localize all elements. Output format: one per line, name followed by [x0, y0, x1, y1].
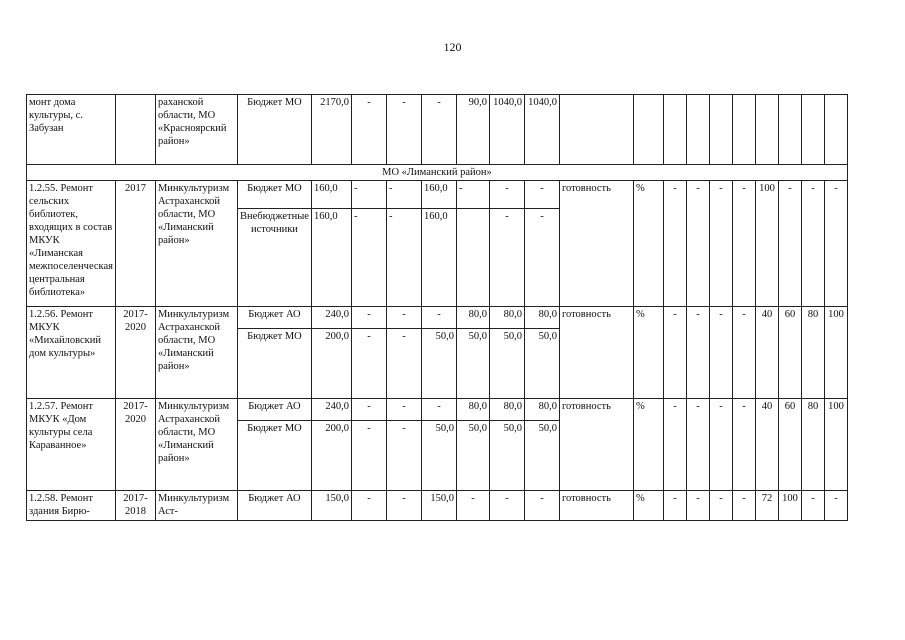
target-cell: [732, 95, 755, 165]
table-row: [27, 307, 848, 329]
target-cell: 100: [755, 181, 778, 307]
target-cell: [686, 95, 709, 165]
year-value-cell: 1040,0: [524, 95, 559, 165]
table-row: [27, 491, 848, 521]
executor-cell: Минкультуризм Астраханской области, МО «Лиманский район»: [155, 399, 237, 491]
target-cell: -: [686, 181, 709, 307]
year-cell: 2017-2020: [115, 399, 155, 491]
year-value-cell: -: [386, 329, 421, 399]
year-value-cell: -: [386, 95, 421, 165]
year-value-cell: 50,0: [456, 421, 489, 491]
year-value-cell: -: [351, 399, 386, 421]
year-value-cell: 50,0: [489, 421, 524, 491]
target-cell: -: [824, 181, 847, 307]
year-value-cell: -: [386, 307, 421, 329]
year-value-cell: -: [386, 209, 421, 307]
year-value-cell: -: [421, 95, 456, 165]
year-cell: 2017-2020: [115, 307, 155, 399]
measure-name-cell: монт дома культуры, с. Забузан: [27, 95, 116, 165]
target-cell: -: [663, 399, 686, 491]
year-value-cell: -: [386, 421, 421, 491]
unit-cell: [633, 95, 663, 165]
year-value-cell: -: [421, 307, 456, 329]
target-cell: -: [686, 491, 709, 521]
year-value-cell: -: [351, 181, 386, 209]
year-cell: 2017: [115, 181, 155, 307]
section-header-row: [27, 165, 848, 181]
year-value-cell: -: [351, 421, 386, 491]
year-value-cell: 50,0: [524, 329, 559, 399]
executor-cell: Минкультуризм Астраханской области, МО «Лиманский район»: [155, 307, 237, 399]
table-row: [27, 399, 848, 421]
target-cell: 60: [778, 399, 801, 491]
target-cell: -: [663, 491, 686, 521]
year-value-cell: -: [524, 209, 559, 307]
measure-name-cell: 1.2.56. Ремонт МКУК «Михайловский дом культуры»: [27, 307, 116, 399]
unit-cell: %: [633, 181, 663, 307]
target-cell: -: [732, 181, 755, 307]
funding-source-cell: Бюджет МО: [237, 329, 311, 399]
year-cell: [115, 95, 155, 165]
target-cell: 40: [755, 307, 778, 399]
year-value-cell: -: [351, 307, 386, 329]
target-cell: -: [824, 491, 847, 521]
year-value-cell: -: [351, 209, 386, 307]
funding-source-cell: Бюджет АО: [237, 399, 311, 421]
funding-source-cell: Внебюджетные источники: [237, 209, 311, 307]
target-cell: [709, 95, 732, 165]
year-value-cell: 80,0: [456, 307, 489, 329]
year-value-cell: -: [456, 181, 489, 209]
section-title: МО «Лиманский район»: [27, 165, 848, 181]
indicator-cell: готовность: [559, 399, 633, 491]
year-cell: 2017-2018: [115, 491, 155, 521]
indicator-cell: [559, 95, 633, 165]
target-cell: -: [686, 307, 709, 399]
year-value-cell: 50,0: [456, 329, 489, 399]
year-value-cell: 80,0: [524, 307, 559, 329]
executor-cell: раханской области, МО «Красноярский район»: [155, 95, 237, 165]
target-cell: -: [801, 491, 824, 521]
year-value-cell: 160,0: [421, 181, 456, 209]
target-cell: 100: [824, 307, 847, 399]
target-cell: -: [778, 181, 801, 307]
indicator-cell: готовность: [559, 307, 633, 399]
year-value-cell: 50,0: [421, 329, 456, 399]
target-cell: 100: [824, 399, 847, 491]
year-value-cell: -: [524, 181, 559, 209]
year-value-cell: 50,0: [421, 421, 456, 491]
year-value-cell: -: [351, 95, 386, 165]
executor-cell: Минкультуризм Астраханской области, МО «Лиманский район»: [155, 181, 237, 307]
total-cell: 240,0: [311, 307, 351, 329]
year-value-cell: 50,0: [524, 421, 559, 491]
year-value-cell: -: [386, 181, 421, 209]
unit-cell: %: [633, 307, 663, 399]
table-row: [27, 95, 848, 165]
target-cell: 100: [778, 491, 801, 521]
year-value-cell: 80,0: [524, 399, 559, 421]
target-cell: -: [686, 399, 709, 491]
year-value-cell: [456, 209, 489, 307]
target-cell: 80: [801, 307, 824, 399]
indicator-cell: готовность: [559, 491, 633, 521]
year-value-cell: -: [489, 491, 524, 521]
target-cell: 80: [801, 399, 824, 491]
year-value-cell: -: [421, 399, 456, 421]
year-value-cell: -: [489, 181, 524, 209]
total-cell: 200,0: [311, 421, 351, 491]
funding-source-cell: Бюджет АО: [237, 307, 311, 329]
target-cell: [778, 95, 801, 165]
target-cell: -: [663, 181, 686, 307]
target-cell: -: [732, 491, 755, 521]
target-cell: -: [663, 307, 686, 399]
target-cell: [663, 95, 686, 165]
measure-name-cell: 1.2.55. Ремонт сельских библиотек, входящих в состав МКУК «Лиманская межпоселенческая центральная библиотека»: [27, 181, 116, 307]
target-cell: -: [732, 399, 755, 491]
executor-cell: Минкультуризм Аст-: [155, 491, 237, 521]
year-value-cell: -: [386, 491, 421, 521]
total-cell: 240,0: [311, 399, 351, 421]
target-cell: 72: [755, 491, 778, 521]
funding-source-cell: Бюджет МО: [237, 95, 311, 165]
year-value-cell: 80,0: [489, 307, 524, 329]
target-cell: [801, 95, 824, 165]
funding-source-cell: Бюджет МО: [237, 421, 311, 491]
funding-source-cell: Бюджет МО: [237, 181, 311, 209]
target-cell: -: [709, 307, 732, 399]
page-number: 120: [443, 40, 462, 54]
year-value-cell: 80,0: [489, 399, 524, 421]
target-cell: [755, 95, 778, 165]
target-cell: -: [709, 491, 732, 521]
target-cell: 60: [778, 307, 801, 399]
table-row: [27, 181, 848, 209]
total-cell: 160,0: [311, 209, 351, 307]
target-cell: -: [801, 181, 824, 307]
year-value-cell: -: [524, 491, 559, 521]
year-value-cell: 160,0: [421, 209, 456, 307]
measure-name-cell: 1.2.57. Ремонт МКУК «Дом культуры села Караванное»: [27, 399, 116, 491]
funding-source-cell: Бюджет АО: [237, 491, 311, 521]
indicator-cell: готовность: [559, 181, 633, 307]
year-value-cell: -: [351, 491, 386, 521]
total-cell: 150,0: [311, 491, 351, 521]
target-cell: 40: [755, 399, 778, 491]
target-cell: -: [709, 181, 732, 307]
year-value-cell: -: [386, 399, 421, 421]
unit-cell: %: [633, 491, 663, 521]
target-cell: [824, 95, 847, 165]
year-value-cell: 150,0: [421, 491, 456, 521]
target-cell: -: [732, 307, 755, 399]
program-table: [26, 94, 848, 521]
year-value-cell: 90,0: [456, 95, 489, 165]
year-value-cell: 1040,0: [489, 95, 524, 165]
total-cell: 160,0: [311, 181, 351, 209]
total-cell: 200,0: [311, 329, 351, 399]
year-value-cell: -: [351, 329, 386, 399]
unit-cell: %: [633, 399, 663, 491]
year-value-cell: 50,0: [489, 329, 524, 399]
target-cell: -: [709, 399, 732, 491]
total-cell: 2170,0: [311, 95, 351, 165]
year-value-cell: 80,0: [456, 399, 489, 421]
measure-name-cell: 1.2.58. Ремонт здания Бирю-: [27, 491, 116, 521]
year-value-cell: -: [489, 209, 524, 307]
year-value-cell: -: [456, 491, 489, 521]
